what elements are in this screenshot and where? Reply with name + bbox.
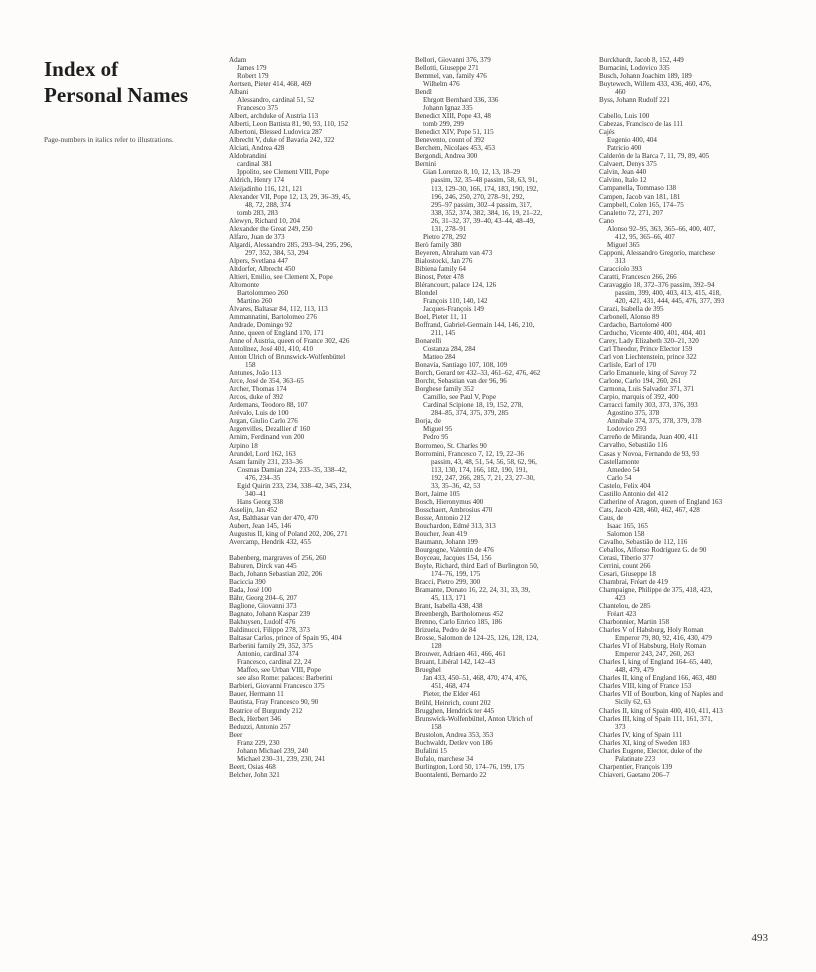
index-entry: 340–41 — [245, 489, 267, 498]
index-entry: Ceballos, Alfonso Rodríguez G. de 90 — [599, 545, 707, 554]
index-entry: Archer, Thomas 174 — [229, 385, 287, 394]
index-entry: 33, 35–36, 42, 53 — [431, 481, 481, 490]
index-entry: Franz 229, 230 — [237, 738, 280, 747]
index-column-3 — [599, 56, 791, 779]
index-entry: Baldinucci, Filippo 278, 373 — [229, 626, 310, 635]
index-entry: Beert, Osias 468 — [229, 762, 276, 771]
index-entry: Cardacho, Bartolomé 400 — [599, 321, 672, 329]
index-entry: Anton Ulrich of Brunswick-Wolfenbüttel — [229, 353, 346, 362]
index-entry: Boyceau, Jacques 154, 156 — [415, 553, 492, 562]
index-entry: Albrecht V, duke of Bavaria 242, 322 — [229, 136, 335, 145]
index-entry: Beer — [229, 730, 243, 739]
index-entry: Busch, Johann Joachim 189, 189 — [599, 72, 692, 81]
index-entry: Jan 433, 450–51, 468, 470, 474, 476, — [423, 674, 528, 683]
index-entry: Bergondi, Andrea 300 — [415, 152, 478, 161]
index-entry: Maffeo, see Urban VIII, Pope — [237, 666, 321, 675]
index-entry: Beatrice of Burgundy 212 — [229, 706, 303, 715]
index-entry: Charles VI of Habsburg, Holy Roman — [599, 642, 706, 651]
index-entry: Charles IV, king of Spain 111 — [599, 730, 683, 739]
index-entry: Belcher, John 321 — [229, 770, 280, 779]
index-entry: Borja, de — [415, 417, 441, 426]
index-entry: Agostino 375, 378 — [607, 409, 660, 418]
index-entry: James 179 — [237, 64, 267, 73]
index-entry: Altomonte — [229, 280, 260, 289]
index-entry: Carl von Liechtenstein, prince 322 — [599, 353, 697, 362]
index-entry: Johann Michael 239, 240 — [237, 746, 309, 755]
index-entry: Argenvilles, Dezallier d' 160 — [229, 425, 310, 434]
index-entry: Brizuela, Pedro de 84 — [415, 626, 477, 635]
index-entry: Bufalini 15 — [415, 746, 447, 755]
index-entry: Berò family 380 — [415, 240, 462, 249]
index-entry: 45, 113, 171 — [431, 594, 466, 603]
index-entry: Ippolito, see Clement VIII, Pope — [237, 168, 329, 177]
index-entry: 297, 352, 384, 53, 294 — [245, 248, 309, 257]
index-entry: Martino 260 — [237, 296, 273, 305]
index-entry: Cavalho, Sebastião de 112, 116 — [599, 537, 688, 546]
index-entry: Brenno, Carlo Enrico 185, 186 — [415, 618, 502, 627]
index-entry: 196, 246, 250, 270, 278–91, 292, — [431, 192, 525, 201]
index-entry: Bosschaert, Ambrosius 470 — [415, 505, 493, 514]
index-entry: Jacques-François 149 — [423, 304, 484, 313]
index-entry: Bagnato, Johann Kaspar 239 — [229, 610, 311, 619]
index-entry: Bruant, Libéral 142, 142–43 — [415, 658, 496, 667]
index-entry: Bouchardon, Edmé 313, 313 — [415, 521, 496, 530]
index-entry: 451, 468, 474 — [431, 682, 470, 691]
index-entry: Patricio 400 — [607, 144, 642, 153]
index-entry: 192, 247, 266, 285, 7, 21, 23, 27–30, — [431, 473, 535, 482]
index-entry: Anne of Austria, queen of France 302, 426 — [229, 337, 350, 346]
index-entry: Carlisle, Earl of 170 — [599, 361, 657, 370]
index-entry: Bemmel, van, family 476 — [415, 72, 487, 81]
index-entry: Calderón de la Barca 7, 11, 79, 89, 405 — [599, 152, 710, 161]
index-entry: Benedict XIII, Pope 43, 48 — [415, 112, 491, 121]
index-entry: Carlo Emanuele, king of Savoy 72 — [599, 369, 697, 378]
index-entry: Alciati, Andrea 428 — [229, 144, 285, 153]
index-entry: Baltasar Carlos, prince of Spain 95, 404 — [229, 634, 342, 643]
index-entry: 295–97 passim, 302–4 passim, 317, — [431, 200, 532, 209]
index-entry: Bialostocki, Jan 276 — [415, 256, 473, 265]
index-entry: Pieter, the Elder 461 — [423, 690, 481, 699]
index-entry: Bartolommeo 260 — [237, 288, 289, 297]
index-entry: Barbieri, Giovanni Francesco 375 — [229, 682, 325, 691]
index-entry: Pedro 95 — [423, 433, 449, 442]
index-entry: Gian Lorenzo 8, 10, 12, 13, 18–29 — [423, 168, 521, 177]
index-entry: Antunes, João 113 — [229, 369, 281, 378]
index-entry: Costanza 284, 284 — [423, 345, 476, 354]
index-entry: Aertsen, Pieter 414, 468, 469 — [229, 80, 312, 89]
index-entry: Calvin, Jean 440 — [599, 168, 647, 177]
index-entry: Boffrand, Gabriel-Germain 144, 146, 210, — [415, 321, 535, 330]
index-entry: 211, 145 — [431, 329, 456, 338]
index-entry: Burnacini, Lodovico 335 — [599, 64, 670, 73]
index-entry: Caratti, Francesco 266, 266 — [599, 272, 677, 281]
index-entry: Carducho, Vicente 400, 401, 404, 401 — [599, 329, 706, 338]
index-entry: 113, 130, 174, 166, 182, 190, 191, — [431, 465, 528, 474]
index-entry: Egid Quirin 233, 234, 338–42, 345, 234, — [237, 481, 352, 490]
index-entry: Baburen, Dirck van 445 — [229, 561, 297, 570]
index-entry: Lodovico 293 — [607, 425, 647, 434]
index-column-2 — [415, 56, 607, 779]
index-entry: Charles Eugene, Elector, duke of the — [599, 746, 703, 755]
index-entry: Baciccia 390 — [229, 578, 266, 586]
index-entry: Francesco, cardinal 22, 24 — [237, 658, 312, 667]
index-entry: Brunswick-Wolfenbüttel, Anton Ulrich of — [415, 714, 533, 723]
index-entry: Byss, Johann Rudolf 221 — [599, 96, 670, 105]
index-entry: Campanella, Tommaso 138 — [599, 184, 677, 193]
index-entry: Amedeo 54 — [607, 465, 640, 474]
index-entry: Cano — [599, 216, 614, 225]
index-entry: Borcht, Sebastian van der 96, 96 — [415, 377, 507, 386]
index-entry: Bernini — [415, 160, 437, 169]
index-entry: tomb 299, 299 — [423, 120, 464, 129]
index-entry: Beduzzi, Antonio 257 — [229, 722, 291, 731]
index-entry: 460 — [615, 88, 626, 97]
index-entry: Cajés — [599, 128, 615, 137]
index-entry: Charles II, king of Spain 400, 410, 411, 413 — [599, 706, 723, 715]
index-entry: Cosmas Damian 224, 233–35, 338–42, — [237, 465, 347, 474]
index-entry: Castelo, Felix 404 — [599, 481, 651, 490]
index-entry: Bada, José 100 — [229, 586, 272, 595]
index-entry: Alonso 92–95, 363, 365–66, 400, 407, — [607, 224, 716, 233]
index-entry: Salomon 158 — [607, 529, 645, 538]
index-entry: Albert, archduke of Austria 113 — [229, 112, 319, 121]
index-entry: Bähr, Georg 204–6, 207 — [229, 594, 297, 603]
index-entry: Aldrich, Henry 174 — [229, 176, 284, 185]
index-entry: 338, 352, 374, 382, 384, 16, 19, 21–22, — [431, 208, 542, 217]
index-entry: Buontalenti, Bernardo 22 — [415, 770, 487, 779]
index-entry: Álvares, Baltasar 84, 112, 113, 113 — [229, 304, 328, 313]
index-entry: Emperor 243, 247, 260, 263 — [615, 650, 695, 659]
index-entry: Fréart 423 — [607, 610, 637, 619]
index-entry: Arce, José de 354, 363–65 — [229, 377, 304, 386]
index-entry: Carpio, marquis of 392, 400 — [599, 393, 679, 402]
index-entry: Emperor 79, 80, 92, 416, 430, 479 — [615, 634, 712, 643]
index-entry: Argan, Giulio Carlo 276 — [229, 417, 298, 426]
index-entry: 448, 479, 479 — [615, 666, 654, 675]
index-entry: François 110, 140, 142 — [423, 296, 488, 305]
index-entry: 174–76, 199, 175 — [431, 570, 481, 578]
index-entry: Brosse, Salomon de 124–25, 126, 128, 124, — [415, 634, 539, 643]
index-entry: Avercamp, Hendrik 432, 455 — [229, 537, 311, 546]
index-entry: Bosse, Antonio 212 — [415, 513, 471, 522]
index-entry: Babenberg, margraves of 256, 260 — [229, 553, 327, 562]
index-entry: Boucher, Jean 419 — [415, 529, 467, 538]
index-entry: Altieri, Emilio, see Clement X, Pope — [229, 272, 333, 281]
index-entry: Calvino, Italo 12 — [599, 176, 647, 185]
index-entry: Bellori, Giovanni 376, 379 — [415, 56, 491, 64]
index-entry: Alessandro, cardinal 51, 52 — [237, 96, 315, 105]
index-entry: Charles VII of Bourbon, king of Naples and — [599, 690, 723, 699]
index-entry: Bautista, Fray Francesco 90, 90 — [229, 698, 319, 707]
index-entry: Aleijadinho 116, 121, 121 — [229, 184, 303, 193]
index-entry: Breenbergh, Bartholomeus 452 — [415, 610, 504, 619]
index-entry: Aubert, Jean 145, 146 — [229, 521, 292, 530]
index-entry: Borch, Gerard ter 432–33, 461–62, 476, 462 — [415, 369, 541, 378]
index-entry: Alfaro, Juan de 373 — [229, 232, 285, 241]
index-entry: Cerrini, count 266 — [599, 561, 651, 570]
index-entry: Carmona, Luis Salvador 371, 371 — [599, 385, 695, 394]
index-entry: Berchem, Nicolaes 453, 453 — [415, 144, 496, 153]
index-entry: Bosch, Hieronymus 400 — [415, 497, 484, 506]
index-entry: Camillo, see Paul V, Pope — [423, 393, 496, 402]
index-entry: Annibale 374, 375, 378, 379, 378 — [607, 417, 702, 426]
index-entry: 113, 129–30, 166, 174, 183, 190, 192, — [431, 184, 539, 193]
index-entry: Charbonnier, Martin 158 — [599, 618, 669, 627]
index-entry: Benevento, count of 392 — [415, 136, 485, 145]
index-entry: Binost, Peter 478 — [415, 272, 464, 281]
index-entry: Calvaert, Denys 375 — [599, 160, 657, 169]
index-entry: Carazi, Isabella de 395 — [599, 304, 664, 313]
index-entry: 373 — [615, 722, 626, 731]
index-entry: Alewyn, Richard 10, 204 — [229, 216, 301, 225]
index-entry: Cats, Jacob 428, 460, 462, 467, 428 — [599, 505, 700, 514]
index-entry: Charles XI, king of Sweden 183 — [599, 738, 690, 747]
index-entry: Bonavía, Santiago 107, 108, 109 — [415, 361, 508, 370]
index-entry: Carlone, Carlo 194, 260, 261 — [599, 377, 682, 386]
index-entry: Baumann, Johann 199 — [415, 537, 478, 546]
index-entry: tomb 283, 283 — [237, 208, 278, 217]
index-entry: Carvalho, Sebastião 116 — [599, 441, 668, 450]
index-entry: Castillo Antonio del 412 — [599, 489, 669, 498]
index-entry: Bracci, Pietro 299, 300 — [415, 578, 481, 587]
index-entry: Burckhardt, Jacob 8, 152, 449 — [599, 56, 684, 64]
index-entry: Carl Theodor, Prince Elector 159 — [599, 345, 693, 354]
index-entry: passim, 399, 400, 403, 413, 415, 418, — [615, 288, 721, 297]
index-entry: Cesari, Giuseppe 18 — [599, 569, 656, 578]
index-entry: Bonarelli — [415, 337, 442, 346]
index-entry: Andrade, Domingo 92 — [229, 321, 293, 330]
page-number: 493 — [751, 932, 768, 944]
index-entry: Bibiena family 64 — [415, 264, 466, 273]
index-entry: Blondel — [415, 288, 438, 297]
index-entry: Bort, Jaime 105 — [415, 489, 460, 498]
index-entry: Antolínez, José 401, 410, 410 — [229, 345, 313, 354]
index-entry: Arnim, Ferdinand von 200 — [229, 433, 305, 442]
index-entry: Campen, Jacob van 181, 181 — [599, 192, 681, 201]
index-entry: Arcos, duke of 392 — [229, 393, 284, 402]
index-entry: 26, 31–32, 37, 39–40, 43–44, 48–49, — [431, 216, 535, 225]
index-entry: Albani — [229, 88, 249, 97]
index-entry: Albertoni, Blessed Ludovica 287 — [229, 128, 323, 137]
index-entry: 158 — [431, 722, 442, 731]
index-entry: Ammannatini, Bartolomeo 276 — [229, 313, 317, 321]
index-entry: Cardinal Scipione 18, 19, 152, 278, — [423, 401, 524, 410]
index-entry: Adam — [229, 56, 247, 64]
index-entry: 158 — [245, 361, 256, 370]
index-entry: Brustolon, Andrea 353, 353 — [415, 730, 494, 739]
index-entry: Arundel, Lord 162, 163 — [229, 449, 296, 458]
index-entry: Caracciolo 393 — [599, 264, 642, 273]
index-entry: Brueghel — [415, 666, 441, 675]
index-entry: 284–85, 374, 375, 379, 285 — [431, 409, 509, 418]
index-entry: Beck, Herbert 346 — [229, 714, 281, 723]
index-heading: Index of Personal Names — [44, 57, 189, 107]
index-entry: Campbell, Colen 165, 174–75 — [599, 200, 684, 209]
index-entry: Aldobrandini — [229, 152, 267, 161]
index-entry: Miguel 95 — [423, 425, 453, 434]
section-gap — [229, 546, 421, 554]
index-entry: passim, 43, 48, 51, 54, 56, 58, 62, 96, — [431, 457, 537, 466]
index-entry: Chiaveri, Gaetano 206–7 — [599, 770, 670, 779]
index-entry: Bach, Johann Sebastian 202, 206 — [229, 569, 323, 578]
index-entry: Anne, queen of England 170, 171 — [229, 329, 324, 338]
index-entry: Bramante, Donato 16, 22, 24, 31, 33, 39, — [415, 586, 531, 595]
index-entry: 48, 72, 288, 374 — [245, 200, 291, 209]
index-entry: Arévalo, Luis de 100 — [229, 409, 289, 418]
index-entry: Asselijn, Jan 452 — [229, 505, 278, 514]
index-entry: Beyeren, Abraham van 473 — [415, 248, 493, 257]
index-entry: Cerasi, Tiberio 377 — [599, 553, 654, 562]
index-entry: Altdorfer, Albrecht 450 — [229, 264, 296, 273]
index-entry: Carey, Lady Elizabeth 320–21, 320 — [599, 337, 699, 346]
index-entry: Capponi, Alessandro Gregorio, marchese — [599, 248, 716, 257]
index-entry: Catherine of Aragon, queen of England 163 — [599, 497, 723, 506]
index-entry: Barberini family 29, 352, 375 — [229, 642, 313, 651]
index-entry: Sicily 62, 63 — [615, 698, 651, 707]
index-entry: Champaigne, Philippe de 375, 418, 423, — [599, 586, 713, 595]
index-entry: Cabezas, Francisco de las 111 — [599, 120, 684, 129]
index-entry: Casas y Novoa, Fernando de 93, 93 — [599, 449, 700, 458]
index-entry: Bellotti, Giuseppe 271 — [415, 64, 479, 73]
index-column-1 — [229, 56, 421, 779]
index-entry: Bakhuysen, Ludolf 476 — [229, 618, 296, 627]
index-entry: Benedict XIV, Pope 51, 115 — [415, 128, 494, 137]
index-entry: Caus, de — [599, 513, 624, 522]
italics-note: Page-numbers in italics refer to illustrations. — [44, 135, 174, 144]
index-entry: Ardemans, Teodoro 88, 107 — [229, 401, 308, 410]
index-entry: Buchwaldt, Detlev von 186 — [415, 738, 493, 747]
index-entry: Johann Ignaz 335 — [423, 104, 473, 113]
index-entry: cardinal 381 — [237, 160, 273, 169]
index-entry: Hans Georg 338 — [237, 497, 284, 506]
index-entry: Brouwer, Adriaen 461, 466, 461 — [415, 650, 506, 659]
index-entry: Alpers, Svetlana 447 — [229, 256, 288, 265]
index-entry: Charles V of Habsburg, Holy Roman — [599, 626, 704, 635]
index-entry: Arpino 18 — [229, 441, 258, 450]
index-entry: Carlo 54 — [607, 473, 632, 482]
index-entry: Borromini, Francesco 7, 12, 19, 22–36 — [415, 449, 525, 458]
index-entry: Bourgogne, Valentin de 476 — [415, 545, 494, 554]
index-entry: Brugghen, Hendrick ter 445 — [415, 706, 495, 715]
index-entry: Brant, Isabella 438, 438 — [415, 602, 483, 611]
index-entry: Cabello, Luis 100 — [599, 112, 650, 121]
index-entry: Algardi, Alessandro 285, 293–94, 295, 296, — [229, 240, 353, 249]
index-entry: Robert 179 — [237, 72, 269, 81]
index-entry: 128 — [431, 642, 442, 651]
index-entry: Eugenio 400, 404 — [607, 136, 657, 145]
index-entry: Palatinate 223 — [615, 754, 656, 763]
index-entry: Bauer, Hermann 11 — [229, 690, 284, 699]
index-entry: Buytewech, Willem 433, 436, 460, 476, — [599, 80, 712, 89]
index-entry: Charles VIII, king of France 153 — [599, 682, 692, 691]
index-entry: Charles III, king of Spain 111, 161, 371, — [599, 714, 713, 723]
index-entry: Ast, Balthasar van der 470, 470 — [229, 513, 319, 522]
index-entry: see also Rome: palaces: Barberini — [237, 674, 333, 683]
index-entry: Borromeo, St. Charles 90 — [415, 441, 487, 450]
index-entry: Carracci family 303, 373, 376, 393 — [599, 401, 698, 410]
section-gap — [599, 104, 791, 112]
index-entry: Castellamonte — [599, 457, 640, 466]
index-entry: Matteo 284 — [423, 353, 456, 362]
index-entry: Bendl — [415, 88, 432, 97]
index-entry: Boel, Pieter 11, 11 — [415, 313, 468, 321]
index-entry: Asam family 231, 233–36 — [229, 457, 303, 466]
index-entry: Isaac 165, 165 — [607, 521, 648, 530]
index-entry: Borghese family 352 — [415, 385, 474, 394]
index-entry: 420, 421, 431, 444, 445, 476, 377, 393 — [615, 296, 725, 305]
index-entry: Carreño de Miranda, Juan 400, 411 — [599, 433, 699, 442]
index-entry: Chantelou, de 285 — [599, 602, 651, 611]
index-entry: 423 — [615, 594, 626, 603]
index-entry: Wilhelm 476 — [423, 80, 460, 89]
index-entry: Francesco 375 — [237, 104, 278, 113]
index-entry: Charles I, king of England 164–65, 440, — [599, 658, 713, 667]
index-entry: 412, 95, 365–66, 407 — [615, 232, 675, 241]
index-entry: Carbonell, Alonso 89 — [599, 312, 660, 321]
index-entry: 313 — [615, 256, 626, 265]
index-entry: Augustus II, king of Poland 202, 206, 271 — [229, 529, 348, 538]
index-entry: Alberti, Leon Battista 81, 90, 93, 110, 152 — [229, 120, 349, 129]
index-entry: 131, 278–91 — [431, 224, 467, 233]
index-entry: Michael 230–31, 239, 230, 241 — [237, 754, 326, 763]
index-entry: Baglione, Giovanni 373 — [229, 602, 297, 611]
index-entry: Alexander the Great 249, 250 — [229, 224, 313, 233]
index-entry: Caravaggio 18, 372–376 passim, 392–94 — [599, 280, 715, 289]
index-entry: Blérancourt, palace 124, 126 — [415, 280, 497, 289]
index-entry: Brühl, Heinrich, count 202 — [415, 698, 491, 707]
index-entry: Charles II, king of England 166, 463, 480 — [599, 674, 717, 683]
index-entry: Boyle, Richard, third Earl of Burlington 50, — [415, 561, 539, 570]
index-entry: Pietro 278, 292 — [423, 232, 467, 241]
index-entry: Ehrgott Bernhard 336, 336 — [423, 96, 499, 105]
index-entry: Burlington, Lord 50, 174–76, 199, 175 — [415, 762, 525, 771]
index-entry: Canaletto 72, 271, 207 — [599, 208, 663, 217]
index-entry: Antonio, cardinal 374 — [237, 650, 299, 659]
index-entry: Bufalo, marchese 34 — [415, 754, 474, 763]
index-entry: Miguel 365 — [607, 240, 640, 249]
index-entry: Charpentier, François 139 — [599, 762, 673, 771]
index-entry: 476, 234–35 — [245, 473, 281, 482]
index-entry: Alexander VII, Pope 12, 13, 29, 36–39, 45, — [229, 192, 351, 201]
index-entry: Chambrai, Fréart de 419 — [599, 578, 668, 586]
index-entry: passim, 32, 35–48 passim, 58, 63, 91, — [431, 176, 538, 185]
